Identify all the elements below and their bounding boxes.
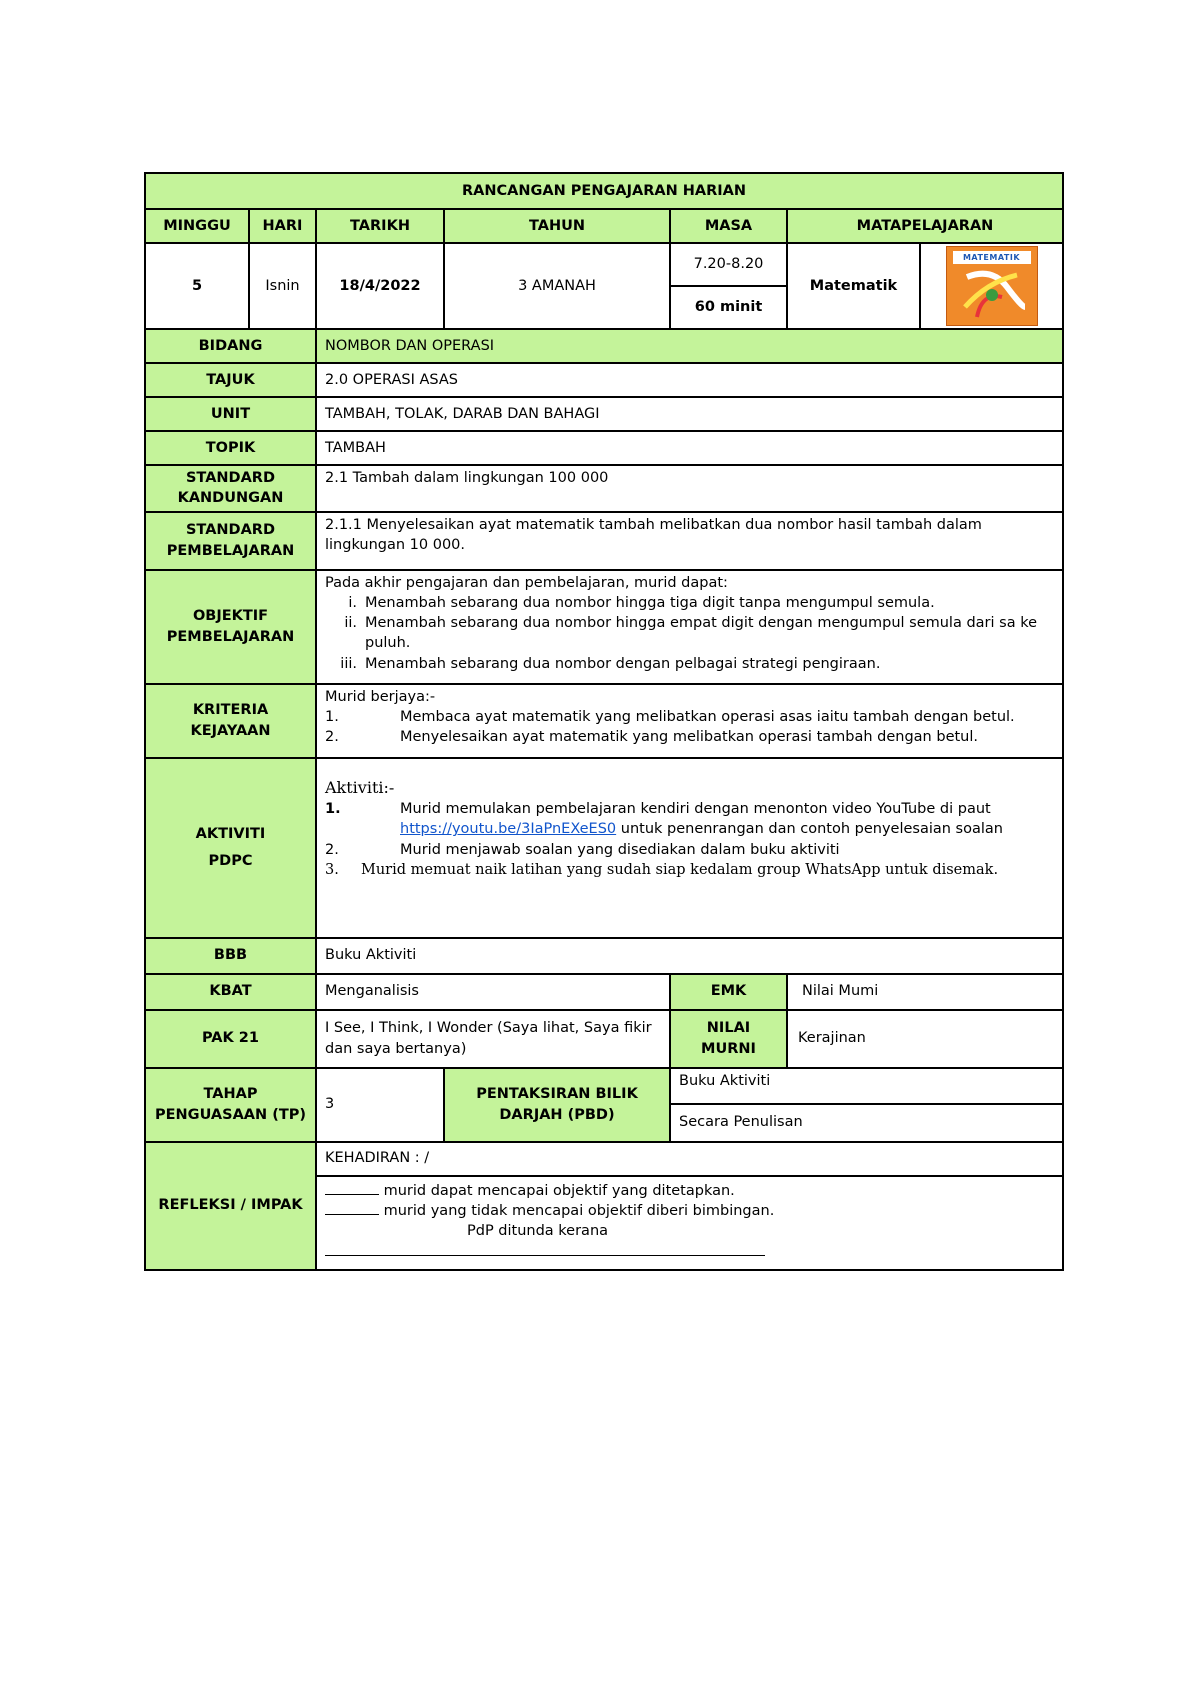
masa-duration: 60 minit [670, 286, 787, 329]
pbd-value-1: Buku Aktiviti [670, 1068, 1063, 1104]
minggu-value: 5 [145, 243, 249, 329]
tp-label [145, 1068, 316, 1142]
bidang-value: NOMBOR DAN OPERASI [316, 329, 1063, 363]
page-title: RANCANGAN PENGAJARAN HARIAN [145, 173, 1063, 209]
bbb-label: BBB [145, 938, 316, 974]
title-row [145, 173, 1063, 209]
standard-pembelajaran-line-2: lingkungan 10 000. [325, 536, 466, 553]
tarikh-value: 18/4/2022 [316, 243, 444, 329]
objektif-row [145, 570, 1063, 684]
nilai-murni-label-2: MURNI [701, 1040, 756, 1057]
header-tahun: TAHUN [444, 209, 670, 243]
tajuk-value: 2.0 OPERASI ASAS [316, 363, 1063, 397]
objektif-label-1: OBJEKTIF [192, 608, 269, 625]
book-cover-cell [920, 243, 1063, 329]
pak21-line-2: dan saya bertanya) [325, 1040, 467, 1057]
list-item: 1. Murid memulakan pembelajaran kendiri dengan menonton video YouTube di paut https://youtu.be/3IaPnEXeES0 untuk penenrangan dan contoh penyelesaian soalan [325, 800, 1003, 838]
objektif-label-2: PEMBELAJARAN [166, 628, 295, 645]
refleksi-label: REFLEKSI / IMPAK [145, 1142, 316, 1270]
objektif-list [325, 593, 1054, 674]
kriteria-list [325, 707, 1054, 748]
signature-line [325, 1245, 765, 1256]
tp-row [145, 1068, 1063, 1104]
aktiviti-list [325, 799, 1054, 880]
pbd-label-1: PENTAKSIRAN BILIK [476, 1086, 638, 1103]
list-item: 2. Murid menjawab soalan yang disediakan dalam buku aktiviti [325, 841, 840, 858]
nilai-murni-label-1: NILAI [706, 1020, 751, 1037]
header-minggu: MINGGU [145, 209, 249, 243]
header-matapelajaran: MATAPELAJARAN [787, 209, 1063, 243]
masa-time: 7.20-8.20 [670, 243, 787, 286]
bidang-label: BIDANG [145, 329, 316, 363]
kbat-label: KBAT [145, 974, 316, 1010]
refleksi-line-2: murid yang tidak mencapai objektif diberi bimbingan. [325, 1201, 1054, 1221]
header-row [145, 209, 1063, 243]
book-cover-title: MATEMATIK [953, 251, 1031, 264]
hari-value: Isnin [249, 243, 316, 329]
pbd-label-2: DARJAH (PBD) [499, 1106, 615, 1123]
standard-kandungan-value: 2.1 Tambah dalam lingkungan 100 000 [316, 465, 1063, 512]
header-masa: MASA [670, 209, 787, 243]
topik-row [145, 431, 1063, 465]
standard-pembelajaran-label-1: STANDARD [185, 522, 276, 539]
pbd-label [444, 1068, 670, 1142]
kriteria-label-1: KRITERIA [192, 702, 269, 719]
nilai-murni-label [670, 1010, 787, 1068]
standard-kandungan-row [145, 465, 1063, 512]
header-tarikh: TARIKH [316, 209, 444, 243]
blank-line [325, 1182, 379, 1195]
pak21-value [316, 1010, 670, 1068]
unit-label: UNIT [145, 397, 316, 431]
topik-label: TOPIK [145, 431, 316, 465]
youtube-link[interactable]: https://youtu.be/3IaPnEXeES0 [400, 821, 617, 838]
unit-row [145, 397, 1063, 431]
standard-pembelajaran-label [145, 512, 316, 570]
list-item: 3. Murid memuat naik latihan yang sudah siap kedalam group WhatsApp untuk disemak. [325, 861, 999, 878]
aktiviti-value [316, 758, 1063, 938]
refleksi-row [145, 1142, 1063, 1176]
bbb-row [145, 938, 1063, 974]
kriteria-label [145, 684, 316, 758]
unit-value: TAMBAH, TOLAK, DARAB DAN BAHAGI [316, 397, 1063, 431]
pbd-value-2: Secara Penulisan [670, 1104, 1063, 1142]
aktiviti-label-1: AKTIVITI [195, 826, 266, 843]
objektif-intro: Pada akhir pengajaran dan pembelajaran, murid dapat: [325, 574, 728, 591]
aktiviti-label [145, 758, 316, 938]
kriteria-label-2: KEJAYAAN [190, 722, 271, 739]
list-item: 1. Membaca ayat matematik yang melibatkan operasi asas iaitu tambah dengan betul. [325, 708, 1015, 725]
nilai-murni-value: Kerajinan [787, 1010, 1063, 1068]
book-cover-image [946, 246, 1038, 326]
kehadiran: KEHADIRAN : / [316, 1142, 1063, 1176]
pak21-row [145, 1010, 1063, 1068]
tahun-value: 3 AMANAH [444, 243, 670, 329]
matapelajaran-value: Matematik [787, 243, 920, 329]
objektif-value [316, 570, 1063, 684]
objektif-label [145, 570, 316, 684]
standard-pembelajaran-value [316, 512, 1063, 570]
standard-kandungan-label [145, 465, 316, 512]
list-item: iii. Menambah sebarang dua nombor dengan pelbagai strategi pengiraan. [340, 655, 881, 672]
emk-value: Nilai Mumi [787, 974, 1063, 1010]
tp-label-1: TAHAP [203, 1086, 258, 1103]
standard-pembelajaran-line-1: 2.1.1 Menyelesaikan ayat matematik tambah melibatkan dua nombor hasil tambah dalam [325, 516, 982, 533]
kriteria-intro: Murid berjaya:- [325, 688, 436, 705]
kbat-value: Menganalisis [316, 974, 670, 1010]
tp-label-2: PENGUASAAN (TP) [155, 1106, 306, 1123]
refleksi-value [316, 1176, 1063, 1270]
standard-pembelajaran-label-2: PEMBELAJARAN [166, 542, 295, 559]
kbat-row [145, 974, 1063, 1010]
topik-value: TAMBAH [316, 431, 1063, 465]
tajuk-label: TAJUK [145, 363, 316, 397]
aktiviti-label-2: PDPC [208, 852, 253, 869]
standard-kandungan-label-1: STANDARD [185, 470, 276, 486]
pak21-line-1: I See, I Think, I Wonder (Saya lihat, Saya fikir [325, 1020, 652, 1037]
aktiviti-row [145, 758, 1063, 938]
header-hari: HARI [249, 209, 316, 243]
info-row [145, 243, 1063, 286]
tp-value: 3 [316, 1068, 444, 1142]
standard-pembelajaran-row [145, 512, 1063, 570]
tajuk-row [145, 363, 1063, 397]
book-cover-art [947, 247, 1037, 325]
pak21-label: PAK 21 [145, 1010, 316, 1068]
blank-line [325, 1202, 379, 1215]
lesson-plan-table [144, 172, 1064, 1271]
bidang-row [145, 329, 1063, 363]
bbb-value: Buku Aktiviti [316, 938, 1063, 974]
standard-kandungan-label-2: KANDUNGAN [177, 490, 284, 507]
refleksi-line-3: PdP ditunda kerana [467, 1223, 609, 1240]
list-item: ii. Menambah sebarang dua nombor hingga empat digit dengan mengumpul semula dari sa ke puluh. [344, 615, 1037, 652]
emk-label: EMK [670, 974, 787, 1010]
kriteria-value [316, 684, 1063, 758]
list-item: i. Menambah sebarang dua nombor hingga tiga digit tanpa mengumpul semula. [348, 594, 935, 611]
aktiviti-intro: Aktiviti:- [325, 777, 395, 797]
list-item: 2. Menyelesaikan ayat matematik yang melibatkan operasi tambah dengan betul. [325, 729, 978, 746]
refleksi-line-1: murid dapat mencapai objektif yang ditetapkan. [325, 1181, 1054, 1201]
kriteria-row [145, 684, 1063, 758]
